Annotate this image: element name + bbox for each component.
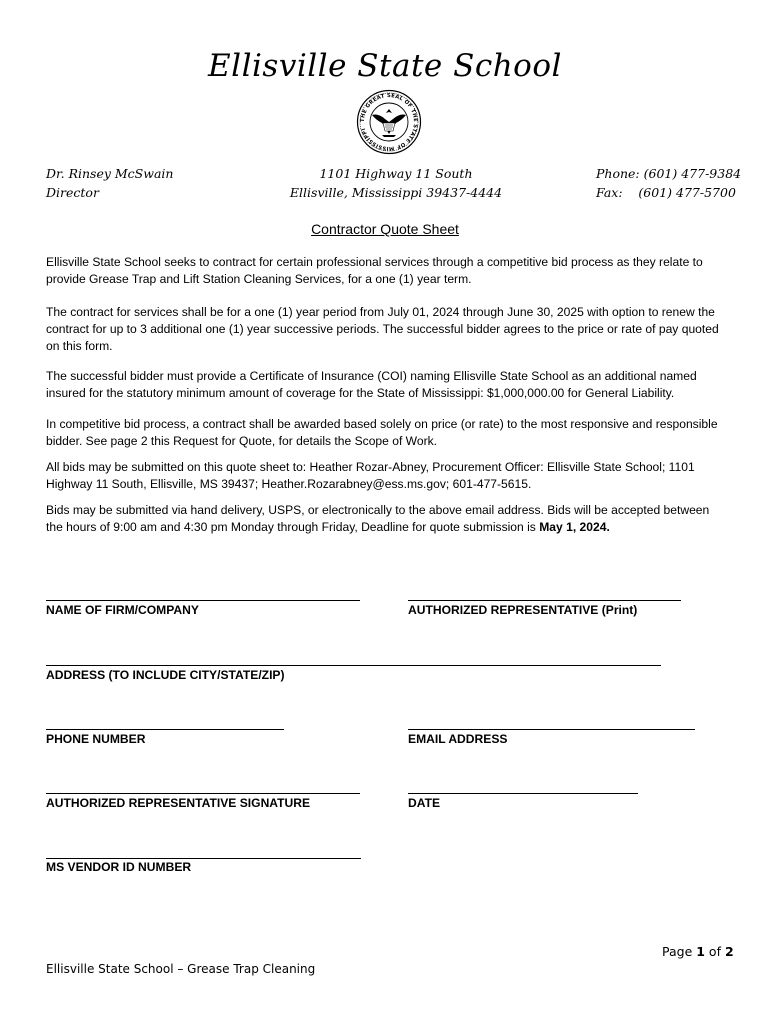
paragraph-insurance: The successful bidder must provide a Certificate of Insurance (COI) naming Ellisville State School as an additional named insured for the statutory minimum amount of coverage for the State of Mississippi: $1,000,000.00 for General Liability. [46,369,697,400]
page-number [662,944,734,959]
page-current: 1 [696,944,705,959]
footer-text: Ellisville State School – Grease Trap Cleaning [46,962,316,976]
fax-number: Fax: (601) 477-5700 [596,185,736,200]
paragraph-submission-method [46,502,728,536]
phone-line[interactable] [46,729,284,730]
signature-line[interactable] [46,793,360,794]
paragraph-award: In competitive bid process, a contract shall be awarded based solely on price (or rate) to the most responsive and responsible bidder. See page 2 this Request for Quote, for details the Scope of Work. [46,417,718,448]
page-of: of [704,944,725,959]
deadline-date: May 1, 2024. [539,520,610,534]
address-line-2: Ellisville, Mississippi 39437-4444 [289,185,503,200]
director-name: Dr. Rinsey McSwain [46,166,174,181]
vendor-id-label: MS VENDOR ID NUMBER [46,860,192,874]
contact-block [596,164,741,202]
paragraph-intro: Ellisville State School seeks to contract for certain professional services through a competitive bid process as they relate to provide Grease Trap and Lift Station Cleaning Services, for a one (1) year term. [46,255,703,286]
email-line[interactable] [408,729,695,730]
date-label: DATE [408,796,441,810]
rep-print-line[interactable] [408,600,681,601]
address-line-1: 1101 Highway 11 South [319,166,473,181]
state-seal-icon [356,89,422,155]
paragraph-submission-address: All bids may be submitted on this quote sheet to: Heather Rozar-Abney, Procurement Officer: Ellisville State School; 1101 Highway 11 South, Ellisville, MS 39437; Heather.Rozarabney@ess.ms.gov; 601-477-5615. [46,460,695,491]
address-label: ADDRESS (TO INCLUDE CITY/STATE/ZIP) [46,668,285,682]
director-title: Director [46,185,99,200]
seal-text: THE GREAT SEAL OF THE STATE OF MISSISSIPPI [359,92,419,152]
vendor-id-line[interactable] [46,858,361,859]
signature-label: AUTHORIZED REPRESENTATIVE SIGNATURE [46,796,311,810]
firm-name-label: NAME OF FIRM/COMPANY [46,603,199,617]
submission-text: Bids may be submitted via hand delivery, USPS, or electronically to the above email address. Bids will be accepted between the hours of 9:00 am and 4:30 pm Monday through Friday, Deadline for quote submission is [46,503,710,534]
page-prefix: Page [662,944,697,959]
document-title: Contractor Quote Sheet [311,221,459,237]
director-block [46,164,173,202]
school-address [250,164,542,202]
phone-label: PHONE NUMBER [46,732,146,746]
date-line[interactable] [408,793,638,794]
rep-print-label: AUTHORIZED REPRESENTATIVE (Print) [408,603,638,617]
page-total: 2 [724,944,734,959]
firm-name-line[interactable] [46,600,360,601]
phone-number: Phone: (601) 477-9384 [596,166,742,181]
school-name: Ellisville State School [208,48,562,84]
paragraph-term: The contract for services shall be for a one (1) year period from July 01, 2024 through June 30, 2025 with option to renew the contract for up to 3 additional one (1) year successive periods. The successful bidder agrees to the price or rate of pay quoted on this form. [46,305,719,353]
email-label: EMAIL ADDRESS [408,732,508,746]
address-line[interactable] [46,665,661,666]
